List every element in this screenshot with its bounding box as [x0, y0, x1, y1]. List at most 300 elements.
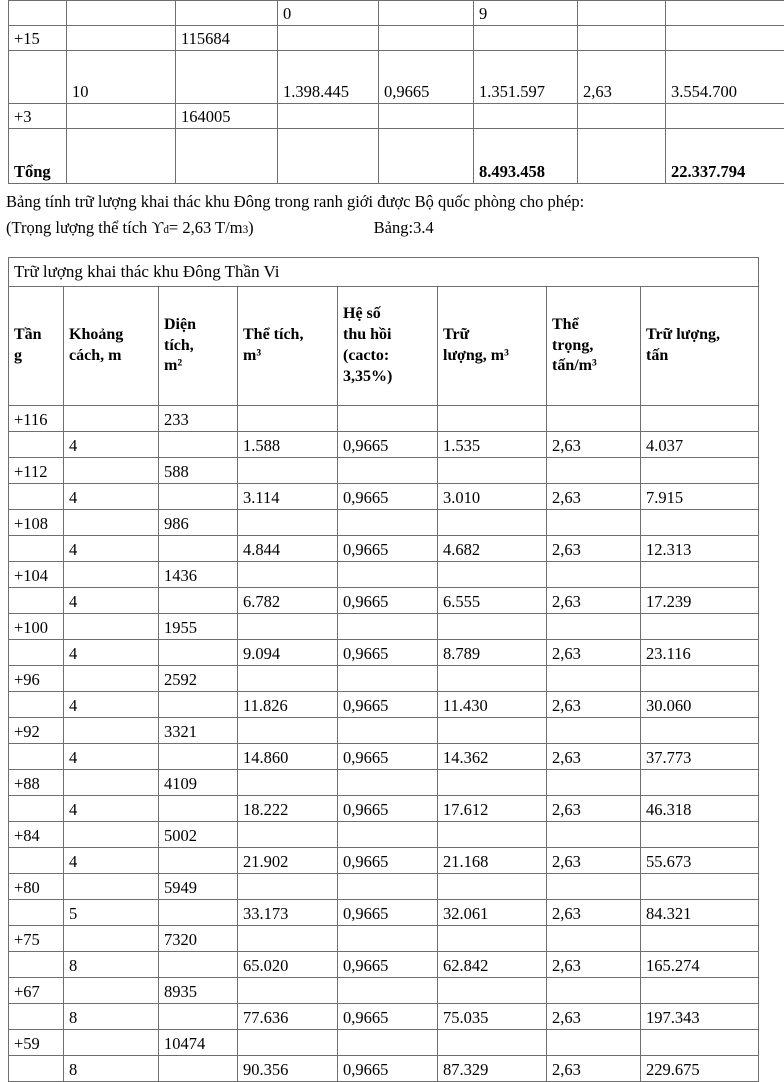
- table-cell: 7320: [159, 926, 238, 952]
- column-header-line: m³: [243, 346, 332, 367]
- table-cell: 17.239: [641, 588, 759, 614]
- table-cell: 0,9665: [338, 484, 438, 510]
- table-cell: [278, 26, 379, 51]
- table-cell: 32.061: [438, 900, 547, 926]
- table-cell: [641, 926, 759, 952]
- table-cell: 115684: [176, 26, 278, 51]
- table-cell: +92: [9, 718, 64, 744]
- table-cell: 233: [159, 406, 238, 432]
- table-cell: [338, 666, 438, 692]
- table-cell: 2,63: [547, 952, 641, 978]
- table-cell: [641, 874, 759, 900]
- table-cell: +80: [9, 874, 64, 900]
- table-cell: [438, 978, 547, 1004]
- table-row: [9, 900, 759, 926]
- column-header-line: tích,: [164, 336, 232, 357]
- table-cell: 2592: [159, 666, 238, 692]
- table-cell: [9, 51, 67, 104]
- column-header-line: cách, m: [69, 346, 153, 367]
- table-cell: [641, 770, 759, 796]
- table-cell: [64, 562, 159, 588]
- column-header-line: tấn: [646, 346, 753, 367]
- column-header-line: Tần: [14, 325, 58, 346]
- table-cell: [64, 406, 159, 432]
- table-row: [9, 484, 759, 510]
- table-row: [9, 718, 759, 744]
- table-cell: 62.842: [438, 952, 547, 978]
- table-cell: 4: [64, 796, 159, 822]
- column-header-line: trọng,: [552, 336, 635, 357]
- table-cell: 1436: [159, 562, 238, 588]
- table-cell: 164005: [176, 104, 278, 129]
- table-cell: [438, 822, 547, 848]
- table-row: [9, 692, 759, 718]
- table-cell: [641, 666, 759, 692]
- table-cell: [9, 1004, 64, 1030]
- table-cell: [338, 614, 438, 640]
- column-header-dien-tich: [159, 287, 238, 406]
- table-cell: 4: [64, 588, 159, 614]
- table-cell: 229.675: [641, 1056, 759, 1082]
- table-cell: [176, 51, 278, 104]
- table-cell: [438, 1030, 547, 1056]
- table-cell: 0,9665: [338, 900, 438, 926]
- table-cell: [64, 666, 159, 692]
- table-cell: [238, 406, 338, 432]
- table-cell: 165.274: [641, 952, 759, 978]
- table-cell: 6.782: [238, 588, 338, 614]
- table-cell: [438, 510, 547, 536]
- column-header-tru-luong-tan: [641, 287, 759, 406]
- table-cell: 65.020: [238, 952, 338, 978]
- table-cell: [238, 510, 338, 536]
- column-header-line: Thể: [552, 315, 635, 336]
- table-cell: [379, 129, 474, 184]
- table-cell: [238, 458, 338, 484]
- table-cell: [64, 510, 159, 536]
- table-cell: [438, 770, 547, 796]
- table-row: [9, 510, 759, 536]
- column-header-line: (cacto:: [343, 346, 432, 367]
- caption-density-suffix: ): [248, 220, 254, 237]
- continuation-table-body: [9, 1, 784, 184]
- table-cell: [176, 1, 278, 26]
- table-cell: 2,63: [547, 692, 641, 718]
- table-cell: [159, 744, 238, 770]
- table-cell: 21.902: [238, 848, 338, 874]
- table-cell: 8.789: [438, 640, 547, 666]
- table-cell: [9, 1, 67, 26]
- table-cell: +116: [9, 406, 64, 432]
- table-cell: [238, 562, 338, 588]
- table-cell: [641, 822, 759, 848]
- table-row: [9, 129, 784, 184]
- table-cell: 77.636: [238, 1004, 338, 1030]
- table-cell: 12.313: [641, 536, 759, 562]
- table-cell: [338, 978, 438, 1004]
- table-row: [9, 1056, 759, 1082]
- table-cell: 8935: [159, 978, 238, 1004]
- table-cell: [438, 614, 547, 640]
- caption-density-mid: = 2,63 T/m: [169, 220, 243, 237]
- table-cell: 0,9665: [338, 848, 438, 874]
- table-cell: +112: [9, 458, 64, 484]
- table-cell: 8: [64, 1004, 159, 1030]
- reserves-table: [8, 257, 759, 1082]
- table-cell: 0,9665: [338, 744, 438, 770]
- table-cell: [338, 822, 438, 848]
- table-row: [9, 406, 759, 432]
- table-cell: +88: [9, 770, 64, 796]
- table-cell: [159, 1056, 238, 1082]
- table-cell: [159, 692, 238, 718]
- table-cell: [547, 614, 641, 640]
- table-cell: [64, 614, 159, 640]
- table-cell: 4: [64, 484, 159, 510]
- continuation-table: [8, 0, 784, 184]
- table-cell: 87.329: [438, 1056, 547, 1082]
- table-cell: 4: [64, 640, 159, 666]
- table-row: [9, 588, 759, 614]
- table-cell: [159, 484, 238, 510]
- table-row: [9, 51, 784, 104]
- table-cell: [547, 822, 641, 848]
- table-cell: 5002: [159, 822, 238, 848]
- table-row: [9, 104, 784, 129]
- table-row: [9, 770, 759, 796]
- table-cell: [9, 848, 64, 874]
- table-cell: 0: [278, 1, 379, 26]
- table-cell: [159, 536, 238, 562]
- caption-description: Bảng tính trữ lượng khai thác khu Đông trong ranh giới được Bộ quốc phòng cho phép:: [6, 194, 778, 220]
- column-header-he-so-thu-hoi: [338, 287, 438, 406]
- table-cell: [379, 1, 474, 26]
- table-cell: 17.612: [438, 796, 547, 822]
- column-header-the-tich: [238, 287, 338, 406]
- table-row: [9, 536, 759, 562]
- table-cell: [641, 1030, 759, 1056]
- table-cell: 197.343: [641, 1004, 759, 1030]
- column-header-line: Trữ lượng,: [646, 325, 753, 346]
- table-cell: [278, 104, 379, 129]
- table-cell: 9.094: [238, 640, 338, 666]
- table-cell: [67, 104, 176, 129]
- table-row: [9, 1030, 759, 1056]
- table-cell: 14.362: [438, 744, 547, 770]
- table-cell: [64, 822, 159, 848]
- table-cell: 2,63: [547, 1004, 641, 1030]
- caption-density-subscript: d: [163, 225, 169, 236]
- table-cell: 4.037: [641, 432, 759, 458]
- table-cell: 1955: [159, 614, 238, 640]
- table-cell: [547, 770, 641, 796]
- table-cell: [338, 926, 438, 952]
- table-cell: [159, 432, 238, 458]
- table-cell: 4.682: [438, 536, 547, 562]
- table-cell: 11.826: [238, 692, 338, 718]
- table-cell: [238, 1030, 338, 1056]
- table-cell: [547, 718, 641, 744]
- table-cell: [64, 874, 159, 900]
- table-cell: [641, 458, 759, 484]
- table-cell: [338, 510, 438, 536]
- table-cell: [666, 104, 784, 129]
- table-cell: +3: [9, 104, 67, 129]
- table-cell: [547, 406, 641, 432]
- table-cell: [9, 588, 64, 614]
- table-cell: [438, 666, 547, 692]
- table-cell: +75: [9, 926, 64, 952]
- column-header-line: tấn/m³: [552, 356, 635, 377]
- table-cell: 2,63: [547, 640, 641, 666]
- table-cell: 4109: [159, 770, 238, 796]
- table-cell: [238, 666, 338, 692]
- table-cell: [641, 406, 759, 432]
- table-cell: 0,9665: [338, 692, 438, 718]
- column-header-line: Trữ: [443, 325, 541, 346]
- table-cell: 986: [159, 510, 238, 536]
- table-cell: [176, 129, 278, 184]
- table-cell: 10: [67, 51, 176, 104]
- column-header-line: Khoảng: [69, 325, 153, 346]
- table-cell: [338, 1030, 438, 1056]
- table-cell: 4: [64, 536, 159, 562]
- table-cell: 4: [64, 848, 159, 874]
- table-cell: [9, 692, 64, 718]
- column-header-the-trong: [547, 287, 641, 406]
- table-cell: [338, 562, 438, 588]
- table-cell: 3.554.700: [666, 51, 784, 104]
- table-row: [9, 952, 759, 978]
- table-cell: 6.555: [438, 588, 547, 614]
- table-cell: 2,63: [547, 588, 641, 614]
- table-cell: 21.168: [438, 848, 547, 874]
- table-row: [9, 796, 759, 822]
- table-cell: [379, 26, 474, 51]
- table-row: [9, 458, 759, 484]
- table-cell: [438, 874, 547, 900]
- table-cell: [438, 562, 547, 588]
- table-cell: [438, 718, 547, 744]
- table-cell: [238, 770, 338, 796]
- table-cell: [338, 874, 438, 900]
- table-cell: [547, 510, 641, 536]
- table-row: [9, 822, 759, 848]
- table-cell: +100: [9, 614, 64, 640]
- table-cell: [238, 926, 338, 952]
- table-cell: [159, 1004, 238, 1030]
- table-cell: 5949: [159, 874, 238, 900]
- table-cell: [547, 562, 641, 588]
- table-cell: 2,63: [547, 900, 641, 926]
- table-cell: [159, 952, 238, 978]
- table-cell: [578, 104, 666, 129]
- table-cell: 55.673: [641, 848, 759, 874]
- table-cell: 7.915: [641, 484, 759, 510]
- table-row: [9, 432, 759, 458]
- column-header-line: g: [14, 346, 58, 367]
- table-cell: +67: [9, 978, 64, 1004]
- table-cell: [64, 1030, 159, 1056]
- table-cell: [9, 432, 64, 458]
- table-cell: [159, 640, 238, 666]
- table-cell: 37.773: [641, 744, 759, 770]
- table-cell: [438, 458, 547, 484]
- table-cell: +104: [9, 562, 64, 588]
- table-cell: [641, 614, 759, 640]
- table-cell: [9, 536, 64, 562]
- table-cell: 1.588: [238, 432, 338, 458]
- table-cell: 4: [64, 692, 159, 718]
- caption-density-superscript: 3: [243, 225, 249, 236]
- table-cell: [547, 458, 641, 484]
- column-header-tang: [9, 287, 64, 406]
- table-cell: [9, 900, 64, 926]
- table-cell: 0,9665: [338, 640, 438, 666]
- table-cell: 0,9665: [338, 432, 438, 458]
- table-cell: 11.430: [438, 692, 547, 718]
- column-header-line: Hệ số: [343, 304, 432, 325]
- table-cell: [9, 640, 64, 666]
- table-cell: 0,9665: [338, 536, 438, 562]
- column-header-line: lượng, m³: [443, 346, 541, 367]
- table-cell: 5: [64, 900, 159, 926]
- table-cell: [238, 874, 338, 900]
- table-cell: 2,63: [547, 536, 641, 562]
- table-cell: 8: [64, 952, 159, 978]
- table-cell: 23.116: [641, 640, 759, 666]
- column-header-line: 3,35%): [343, 367, 432, 388]
- column-header-line: Thể tích,: [243, 325, 332, 346]
- table-row: [9, 744, 759, 770]
- table-cell: [547, 978, 641, 1004]
- table-row: [9, 666, 759, 692]
- table-row: [9, 1, 784, 26]
- table-cell: [338, 406, 438, 432]
- table-row: [9, 926, 759, 952]
- table-cell: [159, 588, 238, 614]
- table-cell: [666, 1, 784, 26]
- table-cell: 0,9665: [338, 1056, 438, 1082]
- table-cell: [9, 1056, 64, 1082]
- table-cell: 90.356: [238, 1056, 338, 1082]
- column-header-tru-luong-m3: [438, 287, 547, 406]
- caption-density-note: [6, 220, 778, 237]
- table-cell: 8: [64, 1056, 159, 1082]
- table-cell: [238, 718, 338, 744]
- table-cell: [641, 978, 759, 1004]
- table-cell: [159, 848, 238, 874]
- table-number-label: Bảng:3.4: [374, 220, 434, 237]
- table-cell: [64, 718, 159, 744]
- table-cell: [9, 952, 64, 978]
- table-cell: [67, 26, 176, 51]
- table-cell: +108: [9, 510, 64, 536]
- table-caption-block: [6, 194, 778, 236]
- table-cell: 33.173: [238, 900, 338, 926]
- table-cell: 0,9665: [338, 796, 438, 822]
- table-cell: [338, 718, 438, 744]
- table-cell: [474, 104, 578, 129]
- table-row: [9, 26, 784, 51]
- table-cell: [238, 614, 338, 640]
- table-cell: 0,9665: [379, 51, 474, 104]
- table-cell: [9, 796, 64, 822]
- table-cell: 2,63: [547, 1056, 641, 1082]
- table-row: [9, 1004, 759, 1030]
- table-cell: 588: [159, 458, 238, 484]
- table-cell: [438, 926, 547, 952]
- table-cell: Tổng: [9, 129, 67, 184]
- table-cell: [159, 900, 238, 926]
- table-cell: 2,63: [578, 51, 666, 104]
- table-cell: [578, 1, 666, 26]
- table-cell: [238, 978, 338, 1004]
- caption-density-prefix: (Trọng lượng thể tích ϒ: [6, 220, 163, 237]
- table-cell: 0,9665: [338, 952, 438, 978]
- table-cell: 1.351.597: [474, 51, 578, 104]
- column-header-khoang-cach: [64, 287, 159, 406]
- table-cell: +59: [9, 1030, 64, 1056]
- table-cell: [379, 104, 474, 129]
- table-cell: +84: [9, 822, 64, 848]
- table-row: [9, 978, 759, 1004]
- table-cell: [67, 129, 176, 184]
- table-cell: [666, 26, 784, 51]
- table-cell: 84.321: [641, 900, 759, 926]
- table-cell: 10474: [159, 1030, 238, 1056]
- table-cell: 18.222: [238, 796, 338, 822]
- table-cell: 9: [474, 1, 578, 26]
- table-cell: [547, 926, 641, 952]
- table-cell: 30.060: [641, 692, 759, 718]
- table-cell: [641, 718, 759, 744]
- table-row: [9, 640, 759, 666]
- table-title-row: [9, 258, 759, 287]
- table-cell: [641, 510, 759, 536]
- table-cell: 0,9665: [338, 588, 438, 614]
- table-cell: 4.844: [238, 536, 338, 562]
- table-cell: 22.337.794: [666, 129, 784, 184]
- table-cell: [9, 484, 64, 510]
- table-cell: [64, 458, 159, 484]
- table-cell: [438, 406, 547, 432]
- table-cell: 75.035: [438, 1004, 547, 1030]
- table-cell: 2,63: [547, 796, 641, 822]
- table-cell: +15: [9, 26, 67, 51]
- table-cell: [474, 26, 578, 51]
- table-cell: 14.860: [238, 744, 338, 770]
- table-cell: [238, 822, 338, 848]
- table-row: [9, 614, 759, 640]
- table-header-row: [9, 287, 759, 406]
- table-cell: [9, 744, 64, 770]
- table-cell: [64, 926, 159, 952]
- column-header-line: Diện: [164, 315, 232, 336]
- column-header-line: m²: [164, 356, 232, 377]
- table-cell: [578, 26, 666, 51]
- table-cell: [278, 129, 379, 184]
- table-cell: [67, 1, 176, 26]
- table-row: [9, 874, 759, 900]
- table-cell: 2,63: [547, 848, 641, 874]
- table-row: [9, 562, 759, 588]
- table-cell: [547, 666, 641, 692]
- column-header-line: thu hồi: [343, 325, 432, 346]
- table-cell: [578, 129, 666, 184]
- table-cell: 8.493.458: [474, 129, 578, 184]
- table-cell: +96: [9, 666, 64, 692]
